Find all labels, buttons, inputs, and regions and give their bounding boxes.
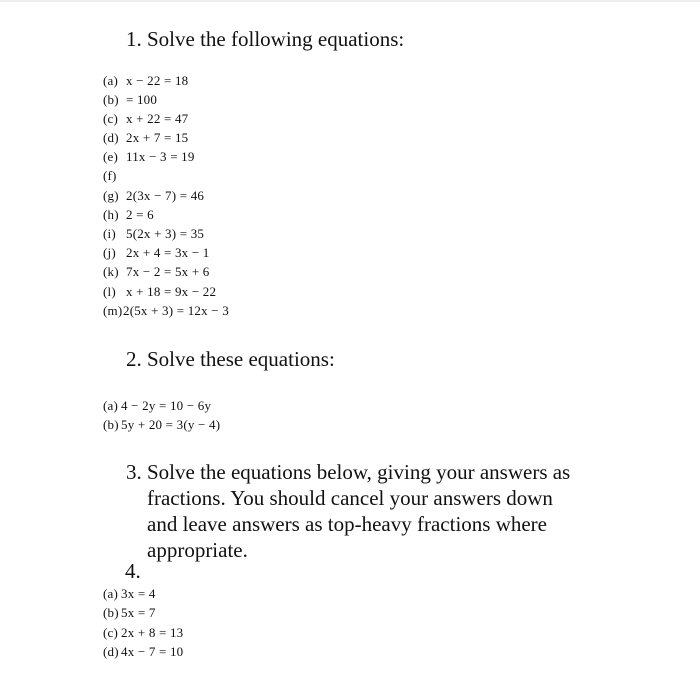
equation: 5x = 7 xyxy=(121,605,156,620)
heading-line: appropriate. xyxy=(147,538,248,562)
equation: 7x − 2 = 5x + 6 xyxy=(126,264,210,279)
equation: 3x = 4 xyxy=(121,586,156,601)
item-label: (j) xyxy=(103,245,116,260)
item-label: (k) xyxy=(103,264,119,279)
equation: x − 22 = 18 xyxy=(126,73,189,88)
top-border xyxy=(0,0,700,2)
equation: 5y + 20 = 3(y − 4) xyxy=(121,417,221,432)
equation: 11x − 3 = 19 xyxy=(126,149,195,164)
list-item xyxy=(103,245,210,261)
item-label: (a) xyxy=(103,398,119,413)
item-label: (a) xyxy=(103,73,119,88)
equation: 2(3x − 7) = 46 xyxy=(126,188,205,203)
equation: 2(5x + 3) = 12x − 3 xyxy=(123,303,229,318)
item-label: (e) xyxy=(103,149,119,164)
list-item xyxy=(103,226,204,242)
list-item xyxy=(103,417,220,433)
list-item xyxy=(103,207,154,223)
item-label: (l) xyxy=(103,284,116,299)
equation: 4x − 7 = 10 xyxy=(121,644,184,659)
heading-line: 3. Solve the equations below, giving your answers as xyxy=(126,460,571,484)
item-label: (f) xyxy=(103,168,117,183)
item-label: (g) xyxy=(103,188,119,203)
equation: 4 − 2y = 10 − 6y xyxy=(121,398,212,413)
equation: 2x + 7 = 15 xyxy=(126,130,189,145)
list-item xyxy=(103,73,188,89)
equation: x + 22 = 47 xyxy=(126,111,189,126)
list-item xyxy=(103,111,188,127)
list-item xyxy=(103,398,211,414)
list-item xyxy=(103,92,157,108)
equation: = 100 xyxy=(126,92,158,107)
item-label: (h) xyxy=(103,207,119,222)
list-item xyxy=(103,605,156,621)
equation: 2x + 4 = 3x − 1 xyxy=(126,245,210,260)
section3-heading xyxy=(126,459,570,563)
section4-number: 4. xyxy=(125,559,141,583)
equation: x + 18 = 9x − 22 xyxy=(126,284,217,299)
section2-heading: 2. Solve these equations: xyxy=(126,347,335,371)
list-item xyxy=(103,586,156,602)
item-label: (i) xyxy=(103,226,116,241)
item-label: (d) xyxy=(103,644,119,659)
equation: 2 = 6 xyxy=(126,207,154,222)
item-label: (b) xyxy=(103,92,119,107)
list-item xyxy=(103,130,188,146)
list-item xyxy=(103,264,210,280)
list-item xyxy=(103,149,195,165)
item-label: (b) xyxy=(103,417,119,432)
list-item xyxy=(103,644,183,660)
item-label: (d) xyxy=(103,130,119,145)
list-item xyxy=(103,168,126,184)
item-label: (a) xyxy=(103,586,119,601)
list-item xyxy=(103,303,229,319)
item-label: (c) xyxy=(103,625,119,640)
equation: 2x + 8 = 13 xyxy=(121,625,184,640)
item-label: (b) xyxy=(103,605,119,620)
equation: 5(2x + 3) = 35 xyxy=(126,226,205,241)
list-item xyxy=(103,625,183,641)
item-label: (c) xyxy=(103,111,119,126)
heading-line: and leave answers as top-heavy fractions where xyxy=(147,512,547,536)
section1-heading: 1. Solve the following equations: xyxy=(126,27,405,51)
item-label: (m) xyxy=(103,303,123,318)
list-item xyxy=(103,188,204,204)
list-item xyxy=(103,284,216,300)
heading-line: fractions. You should cancel your answers down xyxy=(147,486,553,510)
